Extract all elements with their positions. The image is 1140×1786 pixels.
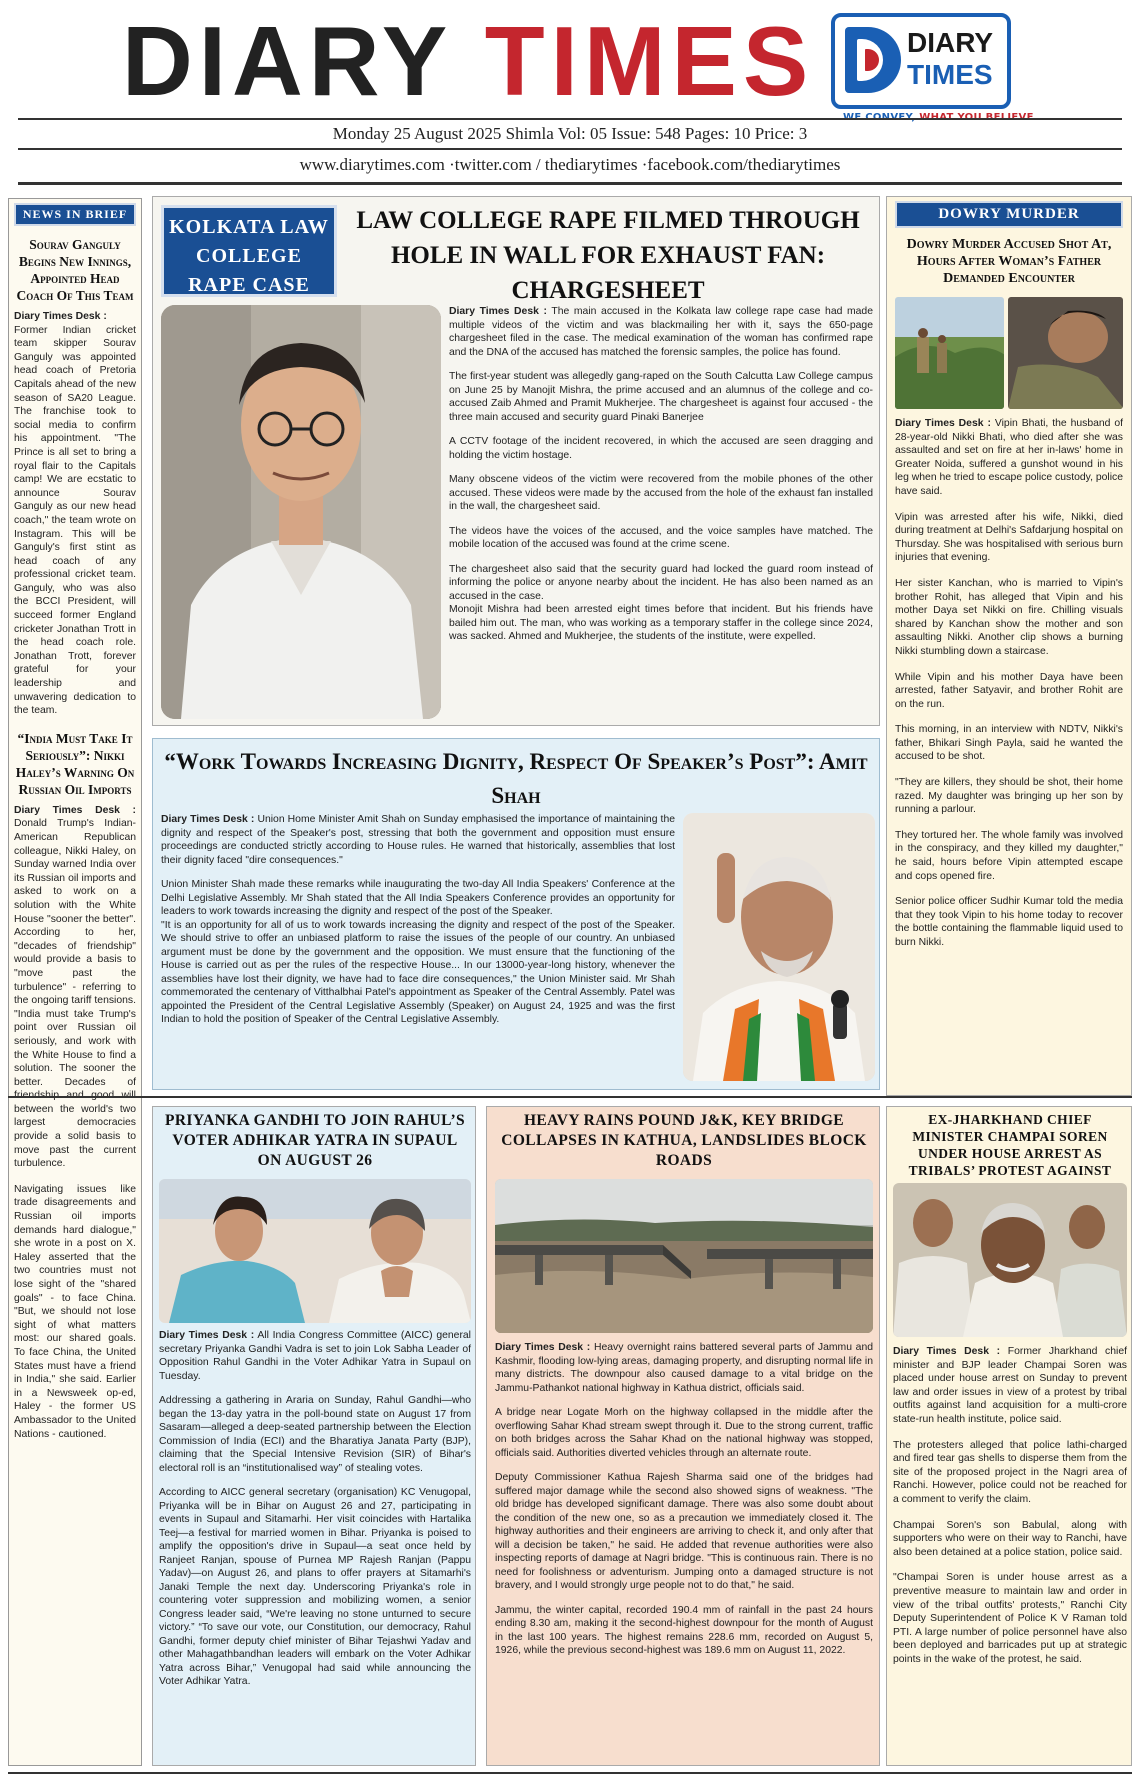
news-in-brief-column (8, 198, 142, 1766)
ganguly-article (14, 310, 136, 718)
ganguly-text: Former Indian cricket team skipper Sourav Ganguly was appointed head coach of Pretoria Capitals ahead of the new season of SA20 League. The franchise took to social media to confirm his appointment. "The Prince is all set to bring a royal flair to the Capitals camp! We are ecstatic to announce Sourav Ganguly as our new head coach," the team wrote on Instagram. This will be Ganguly's first stint as head coach of any professional cricket team. Ganguly, who was also the BCCI President, will succeed former England cricketer Jonathan Trott in the head coach role. Jonathan Trott, forever grateful for your leadership and unwavering dedication to the team. (14, 324, 136, 717)
kolkata-para-1: The main accused in the Kolkata law college rape case had made multiple videos of the victim and was blackmailing her with it, says the 650-page chargesheet filed in the case. The medical examination of the woman has confirmed rape and the DNA of the accused has matched the forensic samples, the police has found. (449, 306, 873, 358)
collapsed-bridge-photo (495, 1179, 873, 1333)
section-divider (8, 1096, 1132, 1098)
haley-text-2: Navigating issues like trade disagreements and Russian oil imports demands hard dialogue," she wrote in a post on X. Haley asserted that the two countries must not lose sight of the "shared goals" - to face China. "But, we should not lose sight of what matters most: our shared goals. To face China, the United States must have a friend in India," she said. Earlier in a Newsweek op-ed, Haley - the former US Ambassador to the United Nations - cautioned. (14, 1183, 136, 1440)
masthead-divider-middle (18, 148, 1122, 150)
ganguly-headline: Sourav Ganguly Begins New Innings, Appointed Head Coach Of This Team (16, 237, 134, 303)
news-in-brief-tag: NEWS IN BRIEF (14, 203, 136, 226)
diary-times-logo (831, 13, 1011, 109)
masthead-divider-bottom (18, 182, 1122, 185)
dowry-para-6: "They are killers, they should be shot, their home razed. My daughter was bringing up her son by running a parlour. (895, 777, 1123, 816)
kolkata-para-5: The videos have the voices of the accused, and the voice samples have matched. The mobile location of the accused was found at the crime scene. (449, 525, 873, 550)
amit-shah-article (161, 813, 675, 1038)
rains-para-3: Deputy Commissioner Kathua Rajesh Sharma said one of the bridges had suffered major damage while the second also showed signs of weakness. "The old bridge has developed significant damage. There was also some doubt about the condition of the new one, so as a precaution we immediately closed it. The highway authorities and their engineers are arriving to check it, and only after that will a decision be taken," he said. He added that revenue authorities were also inspecting reports of damage at Nagri bridge. "This is continuous rain. There is no need for foolishness or adventurism. Jumping onto a damaged structure is not bravery, and I would strongly urge people not to do that," he said. (495, 1472, 873, 1591)
priyanka-para-1: All India Congress Committee (AICC) general secretary Priyanka Gandhi Vadra is set to join Lok Sabha Leader of Opposition Rahul Gandhi in the Voter Adhikar Yatra in Supaul on Tuesday. (159, 1330, 471, 1382)
dowry-para-3: Her sister Kanchan, who is married to Vipin's brother Rohit, has alleged that Vipin and his mother Daya set Nikki on fire. Chilling visuals shared by Kanchan show the mother and son assaulting Nikki. Another clip shows a burning Nikki stumbling down a staircase. (895, 577, 1123, 657)
priyanka-article (159, 1329, 471, 1700)
dowry-murder-column (886, 196, 1132, 1096)
rains-article (495, 1341, 873, 1669)
dateline-lead: Diary Times Desk : (14, 804, 136, 816)
dateline-lead: Diary Times Desk : (893, 1346, 1001, 1357)
newspaper-title (122, 6, 814, 116)
soren-para-4: "Champai Soren is under house arrest as a preventive measure to maintain law and order in view of the tribal outfits' protests," Ranchi City Deputy Superintendent of Police K V Raman told PTI. A large number of police personnel have also been deployed and barricades put up at strategic points in the wake of the protest, he said. (893, 1572, 1127, 1665)
dowry-para-8: Senior police officer Sudhir Kumar told the media that they took Vipin to his home today to recover the bottle containing the flammable liquid used to burn Nikki. (895, 896, 1123, 948)
haley-headline: “India Must Take It Seriously”: Nikki Haley’s Warning On Russian Oil Imports (15, 730, 135, 797)
soren-para-3: Champai Soren's son Babulal, along with supporters who were on their way to Ranchi, have also been detained at a police station, police said. (893, 1519, 1127, 1558)
logo-d-icon (845, 27, 901, 93)
dowry-headline: Dowry Murder Accused Shot At, Hours After Woman’s Father Demanded Encounter (906, 237, 1112, 286)
priyanka-para-2: Addressing a gathering in Araria on Sunday, Rahul Gandhi—who began the 13-day yatra in the poll-bound state on August 17 from Sasaram—alleged a deep-seated partnership between the Election Commission of India (ECI) and the Bharatiya Janata Party (BJP), claiming that the Special Intensive Revision (SIR) of Bihar's electoral roll is an “institutionalised way” of stealing votes. (159, 1395, 471, 1474)
dowry-para-4: While Vipin and his mother Daya have been arrested, father Satyavir, and brother Rohit are on the run. (895, 671, 1123, 710)
kolkata-para-4: Many obscene videos of the victim were recovered from the mobile phones of the other accused. These videos were made by the accused from the hole of the exhaust fan installed in the wall, the chargesheet said. (449, 474, 873, 512)
dowry-para-5: This morning, in an interview with NDTV, Nikki's father, Bhikari Singh Payla, said he wanted the accused to be shot. (895, 724, 1123, 763)
dowry-photos (895, 297, 1123, 409)
shah-para-3: "It is an opportunity for all of us to work towards increasing the dignity and respect of the post of the Speaker. We should strive to offer an unbiased platform to raise the issues of the people of our country. An unbiased argument must be done by the government and the opposition. We must ensure that the functioning of the House is carried out as per the rules of the respective House... In our 13000-year-long history, whenever the assemblies have lost their dignity, we have had to face dire consequences," the Union Minister said. Mr Shah commemorated the centenary of Vitthalbhai Patel's appointment as Speaker of the Central Assembly. Patel was appointed the President of the Central Legislative Assembly (Speaker) on August 24, 1925 and was the first Indian to hold the position of Speaker of the Central Legislative Assembly. (161, 919, 675, 1025)
page-bottom-rule (8, 1772, 1132, 1774)
dateline-lead: Diary Times Desk : (14, 311, 107, 322)
dateline-lead: Diary Times Desk : (449, 306, 547, 317)
amit-shah-story (152, 738, 880, 1090)
dowry-para-1: Vipin Bhati, the husband of 28-year-old Nikki Bhati, who died after she was assaulted and set on fire at her in-laws' home in Greater Noida, suffered a gunshot wound in his leg when he tried to escape police custody, police have said. (895, 418, 1124, 497)
logo-line-1: DIARY (907, 27, 994, 58)
priyanka-story (152, 1106, 476, 1766)
kolkata-tag: KOLKATA LAW COLLEGE RAPE CASE (161, 205, 337, 297)
dateline-lead: Diary Times Desk : (159, 1330, 255, 1341)
kolkata-para-6: The chargesheet also said that the security guard had locked the guard room instead of informing the police or anyone nearby about the incident. He has also been named as an accused in the case. (449, 563, 873, 602)
rains-para-2: A bridge near Logate Morh on the highway collapsed in the middle after the overflowing Sahar Khad stream swept through it. Due to the strong current, traffic on both bridges across the Sahar Khad on the national highway was stopped, officials said. Authorities diverted vehicles through an alternate route. (495, 1407, 873, 1459)
injured-accused-photo (1008, 297, 1123, 409)
title-times: TIMES (484, 6, 815, 116)
shah-para-2: Union Minister Shah made these remarks while inaugurating the two-day All India Speakers' Conference at the Delhi Legislative Assembly. Mr Shah stated that the All India Speakers Conference provides an opportunity for leaders to work towards increasing the dignity and respect of the post of the Speaker. (161, 879, 675, 917)
masthead (0, 0, 1140, 175)
kolkata-para-7: Monojit Mishra had been arrested eight times before that incident. But his friends have bailed him out. The man, who was working as a temporary staffer in the college since 2024, was sacked. Ahmed and Mukherjee, the students of the institute, were expelled. (449, 604, 873, 642)
soren-headline: EX-JHARKHAND CHIEF MINISTER CHAMPAI SOREN UNDER HOUSE ARREST AS TRIBALS’ PROTEST AGAINST (908, 1112, 1112, 1178)
amit-shah-headline: “Work Towards Increasing Dignity, Respect Of Speaker’s Post”: Amit Shah (164, 749, 868, 808)
shah-para-1: Union Home Minister Amit Shah on Sunday emphasised the importance of maintaining the dignity and respect of the Speaker's post, stressing that both the government and opposition must ensure proceedings are conducted strictly according to House rules. He warned that historically, assemblies that lost their dignity faced "dire consequences." (161, 814, 676, 866)
soren-para-1: Former Jharkhand chief minister and BJP leader Champai Soren was placed under house arrest on Sunday to prevent law and order issues in view of a protest by tribal outfits against land acquisition for a multi-crore state-run health institute, police said. (893, 1346, 1128, 1425)
champai-soren-story (886, 1106, 1132, 1766)
jk-rains-story (486, 1106, 880, 1766)
kolkata-para-3: A CCTV footage of the incident recovered, in which the accused are seen dragging and holding the victim hostage. (449, 436, 873, 461)
soren-article (893, 1345, 1127, 1678)
priyanka-para-3: According to AICC general secretary (organisation) KC Venugopal, Priyanka will be in Bihar on August 26 and 27, participating in events in Supaul and Sitamarhi. Her visit coincides with Hartalika Teej—a festival for married women in Bihar. Priyanka is poised to amplify the opposition's drive in Supaul—a seat once held by Ranjeet Ranjan, spouse of Purnea MP Rajesh Ranjan (Pappu Yadav)—on August 26, and plans to offer prayers at Sitamarhi's Janaki Temple the next day. Underscoring Priyanka's role in countering voter suppression and mobilizing women, a senior Congress leader said, “We're leaving no stone unturned to secure victory.” “To save our vote, our Constitution, our democracy, Rahul Gandhi, former deputy chief minister of Bihar Tejashwi Yadav and other Mahagathbandhan leaders will embark on the Voter Adhikar Yatra across Bihar,” Venugopal had said while announcing the Voter Adhikar Yatra. (159, 1487, 471, 1687)
soren-para-2: The protesters alleged that police lathi-charged and fired tear gas shells to disperse them from the site of the proposed project in the Nagri area of Ranchi. However, police could not be reached for a comment to verify the claim. (893, 1439, 1127, 1505)
champai-soren-photo (893, 1183, 1127, 1337)
kolkata-story (152, 196, 880, 726)
dateline-lead: Diary Times Desk : (495, 1342, 591, 1353)
web-links: www.diarytimes.com ·twitter.com / thediarytimes ·facebook.com/thediarytimes (299, 155, 841, 174)
rains-para-1: Heavy overnight rains battered several parts of Jammu and Kashmir, flooding low-lying areas, damaging property, and disrupting normal life in many districts. The downpour also caused damage to a vital bridge on the Jammu-Pathankot national highway in Kathua district, officials said. (495, 1342, 874, 1394)
dowry-para-7: They tortured her. The whole family was involved in the conspiracy, and they killed my daughter," he said, hours before Vipin attempted escape and cops opened fire. (895, 829, 1123, 882)
dowry-article (895, 417, 1123, 950)
dateline-lead: Diary Times Desk : (895, 418, 991, 429)
police-field-photo (895, 297, 1004, 409)
dowry-para-2: Vipin was arrested after his wife, Nikki, died during treatment at Delhi's Safdarjung hospital on Thursday. She was hospitalised with serious burn injuries that evening. (895, 511, 1123, 564)
masthead-divider-top (18, 118, 1122, 120)
title-diary: DIARY (122, 6, 452, 116)
kolkata-article (449, 305, 873, 655)
dateline: Monday 25 August 2025 Shimla Vol: 05 Issue: 548 Pages: 10 Price: 3 (332, 124, 808, 143)
amit-shah-photo (683, 813, 875, 1081)
dateline-lead: Diary Times Desk : (161, 814, 255, 825)
priyanka-rahul-photo (159, 1179, 471, 1323)
logo-line-2: TIMES (907, 59, 993, 90)
kolkata-para-2: The first-year student was allegedly gang-raped on the South Calcutta Law College campus on June 25 by Manojit Mishra, the prime accused and an alumnus of the college and co-accused Zaib Ahmed and Pramit Mukherjee. The chargesheet is against four accused - the three main accused and security guard Pinaki Banerjee (449, 371, 873, 423)
rains-headline: HEAVY RAINS POUND J&K, KEY BRIDGE COLLAPSES IN KATHUA, LANDSLIDES BLOCK ROADS (501, 1112, 867, 1169)
accused-portrait-photo (161, 305, 441, 719)
haley-article (14, 804, 136, 1441)
rains-para-4: Jammu, the winter capital, recorded 190.4 mm of rainfall in the past 24 hours ending 8.30 am, making it the second-highest downpour for the month of August in the last 100 years. The highest remains 228.6 mm, recorded on August 5, 1926, while the previous second-highest was 189.6 mm on August 11, 2022. (495, 1604, 873, 1656)
haley-text-1: Donald Trump's Indian-American Republican colleague, Nikki Haley, on Sunday warned India over its Russian oil imports and asked to work on a solution with the White House "sooner the better". According to her, "decades of friendship" would provide a basis to "move past the turbulence" - referring to the ongoing tariff tensions. "India must take Trump's point over Russian oil seriously, and work with the White House to find a solution. The sooner the better. Decades of between the world's two largest democracies provide a solid basis to move past the current turbulence. (14, 818, 136, 1170)
kolkata-headline: LAW COLLEGE RAPE FILMED THROUGH HOLE IN WALL FOR EXHAUST FAN: CHARGESHEET (356, 207, 860, 304)
priyanka-headline: PRIYANKA GANDHI TO JOIN RAHUL’S VOTER ADHIKAR YATRA IN SUPAUL ON AUGUST 26 (164, 1112, 466, 1169)
dowry-tag: DOWRY MURDER (895, 201, 1123, 228)
logo-wordmark (907, 27, 993, 91)
